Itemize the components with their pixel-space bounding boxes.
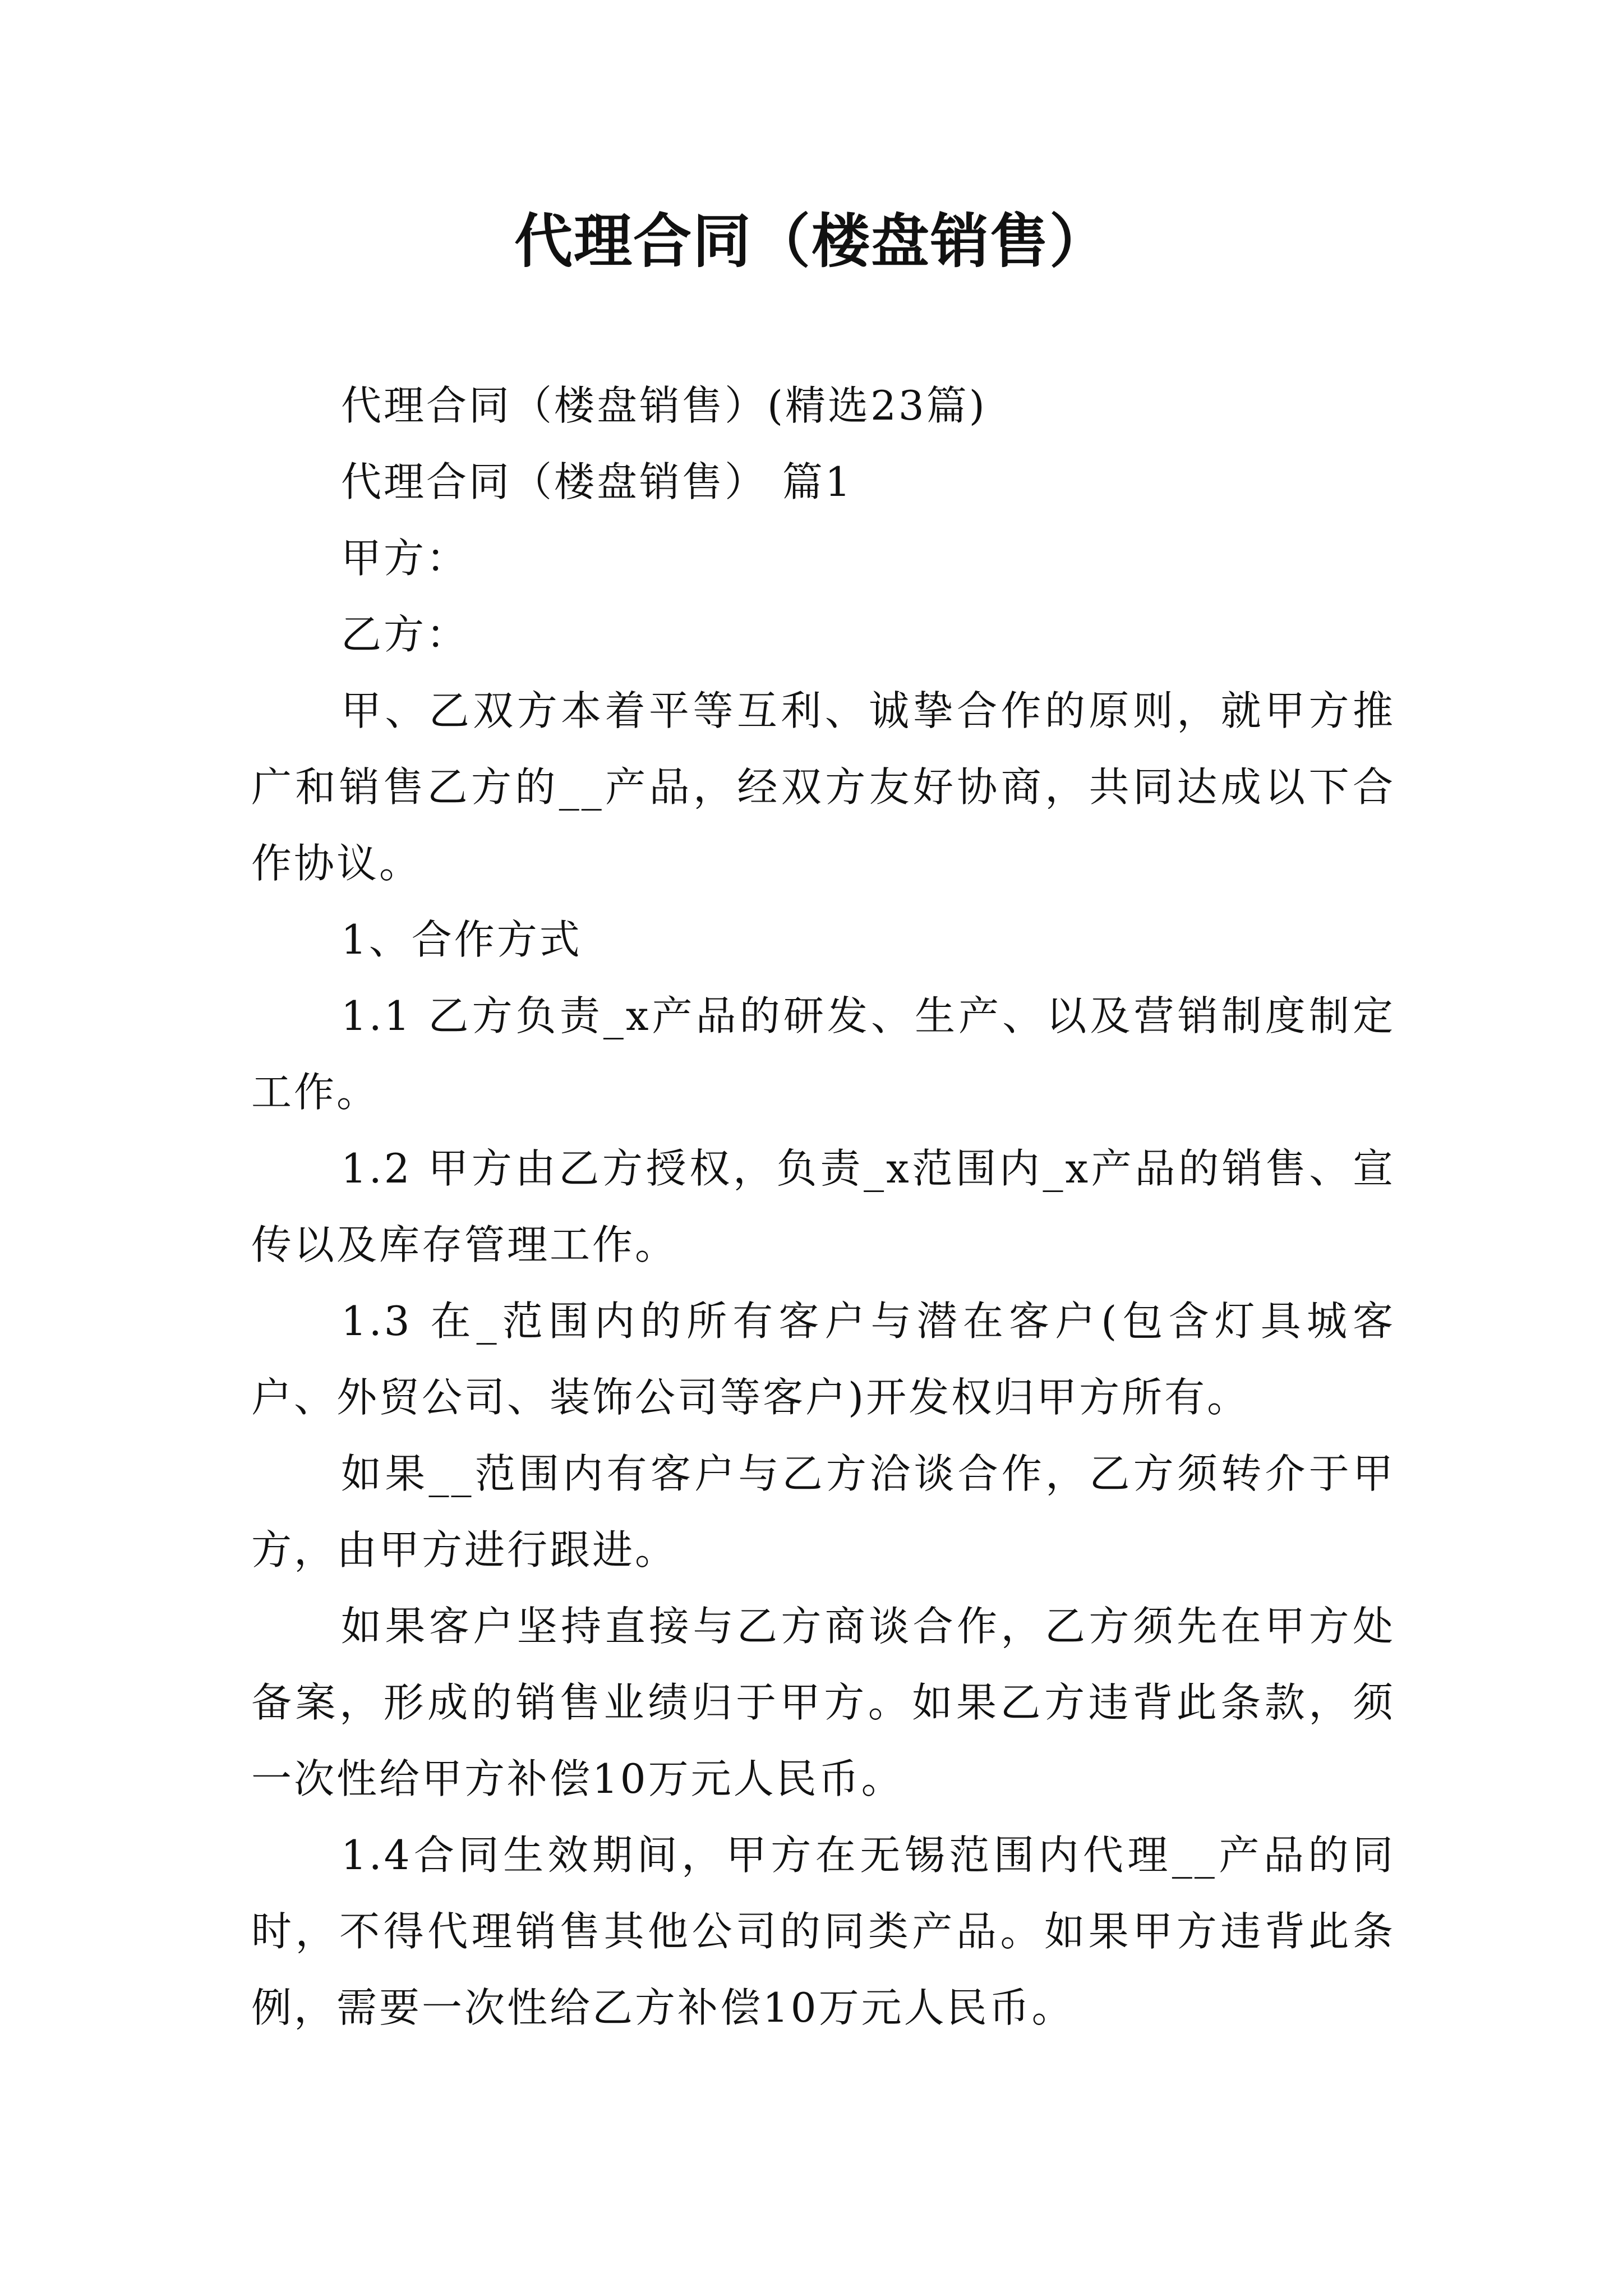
document-clause-1-4: 1.4合同生效期间，甲方在无锡范围内代理__产品的同时，不得代理销售其他公司的同类产品。如果甲方违背此条例，需要一次性给乙方补偿10万元人民币。 — [251, 1832, 1395, 2031]
document-clause-1-3: 1.3 在_范围内的所有客户与潜在客户(包含灯具城客户、外贸公司、装饰公司等客户)开发权归甲方所有。 — [251, 1297, 1395, 1421]
document-paragraph-part-heading: 代理合同（楼盘销售） 篇1 — [341, 458, 853, 505]
document-paragraph-intro: 甲、乙双方本着平等互利、诚挚合作的原则，就甲方推广和销售乙方的__产品，经双方友好协商，共同达成以下合作协议。 — [251, 687, 1395, 887]
document-paragraph-party-b: 乙方： — [341, 611, 469, 658]
document-section-heading: 1、合作方式 — [341, 916, 582, 963]
document-body — [251, 367, 1395, 2046]
document-clause-1-1: 1.1 乙方负责_x产品的研发、生产、以及营销制度制定工作。 — [251, 992, 1395, 1116]
document-paragraph-subtitle: 代理合同（楼盘销售）(精选23篇) — [341, 382, 987, 429]
document-paragraph-record: 如果客户坚持直接与乙方商谈合作，乙方须先在甲方处备案，形成的销售业绩归于甲方。如果乙方违背此条款，须一次性给甲方补偿10万元人民币。 — [251, 1603, 1395, 1802]
document-paragraph-followup: 如果__范围内有客户与乙方洽谈合作，乙方须转介于甲方，由甲方进行跟进。 — [251, 1450, 1395, 1573]
document-paragraph-party-a: 甲方： — [341, 535, 469, 582]
document-clause-1-2: 1.2 甲方由乙方授权，负责_x范围内_x产品的销售、宣传以及库存管理工作。 — [251, 1145, 1395, 1268]
document-title: 代理合同（楼盘销售） — [514, 206, 1109, 275]
